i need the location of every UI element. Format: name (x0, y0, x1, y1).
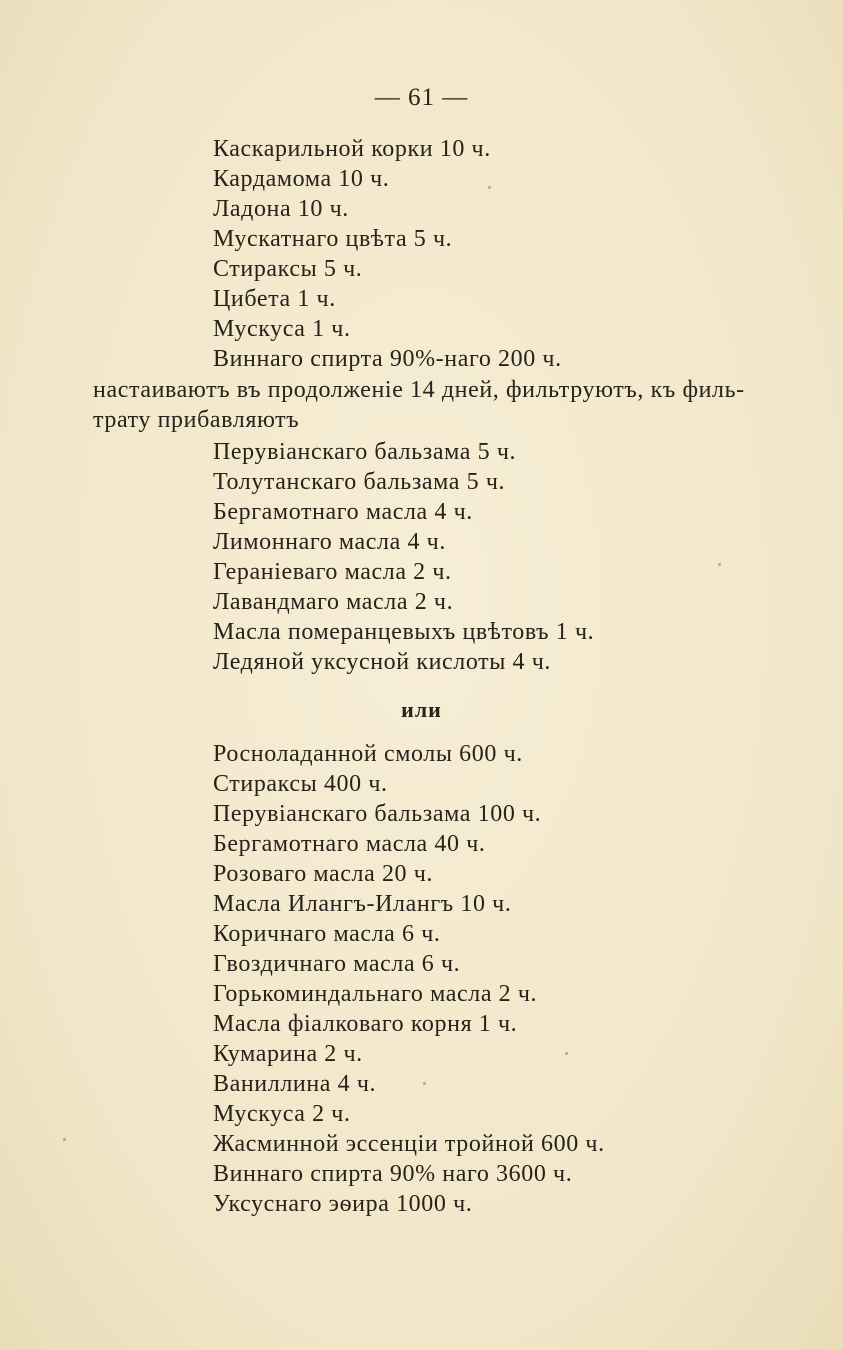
list-item: Ладона 10 ч. (213, 196, 349, 222)
list-item: Лавандмаго масла 2 ч. (213, 589, 454, 615)
list-item: Масла Илангъ-Илангъ 10 ч. (213, 891, 512, 917)
list-item: Масла померанцевыхъ цвѣтовъ 1 ч. (213, 619, 595, 645)
paper-speck (423, 1082, 426, 1085)
paper-speck (488, 186, 491, 189)
paper-speck (63, 1138, 66, 1141)
list-item: Ледяной уксусной кислоты 4 ч. (213, 649, 552, 675)
list-item: Бергамотнаго масла 40 ч. (213, 831, 486, 857)
paragraph-line: настаиваютъ въ продолженіе 14 дней, фильтруютъ, къ филь- (93, 377, 745, 403)
list-item: Виннаго спирта 90% наго 3600 ч. (213, 1161, 573, 1187)
paper-speck (565, 1052, 568, 1055)
list-item: Перувіанскаго бальзама 5 ч. (213, 439, 517, 465)
paragraph-line: трату прибавляютъ (93, 407, 300, 433)
list-item: Мускуса 1 ч. (213, 316, 351, 342)
list-item: Виннаго спирта 90%-наго 200 ч. (213, 346, 562, 372)
separator-heading: или (401, 697, 442, 722)
list-item: Гераніеваго масла 2 ч. (213, 559, 452, 585)
list-item: Цибета 1 ч. (213, 286, 336, 312)
list-item: Перувіанскаго бальзама 100 ч. (213, 801, 542, 827)
list-item: Мускатнаго цвѣта 5 ч. (213, 226, 453, 252)
list-item: Каскарильной корки 10 ч. (213, 136, 491, 162)
list-item: Кардамома 10 ч. (213, 166, 390, 192)
list-item: Масла фіалковаго корня 1 ч. (213, 1011, 518, 1037)
list-item: Лимоннаго масла 4 ч. (213, 529, 446, 555)
list-item: Коричнаго масла 6 ч. (213, 921, 441, 947)
list-item: Бергамотнаго масла 4 ч. (213, 499, 473, 525)
list-item: Ваниллина 4 ч. (213, 1071, 377, 1097)
list-item: Толутанскаго бальзама 5 ч. (213, 469, 506, 495)
list-item: Мускуса 2 ч. (213, 1101, 351, 1127)
list-item: Росноладанной смолы 600 ч. (213, 741, 523, 767)
list-item: Стираксы 5 ч. (213, 256, 363, 282)
list-item: Кумарина 2 ч. (213, 1041, 363, 1067)
list-item: Горькоминдальнаго масла 2 ч. (213, 981, 538, 1007)
list-item: Жасминной эссенціи тройной 600 ч. (213, 1131, 605, 1157)
list-item: Уксуснаго эѳира 1000 ч. (213, 1191, 473, 1217)
list-item: Розоваго масла 20 ч. (213, 861, 434, 887)
page-number: — 61 — (374, 84, 469, 111)
list-item: Стираксы 400 ч. (213, 771, 388, 797)
paper-speck (718, 563, 721, 566)
list-item: Гвоздичнаго масла 6 ч. (213, 951, 461, 977)
